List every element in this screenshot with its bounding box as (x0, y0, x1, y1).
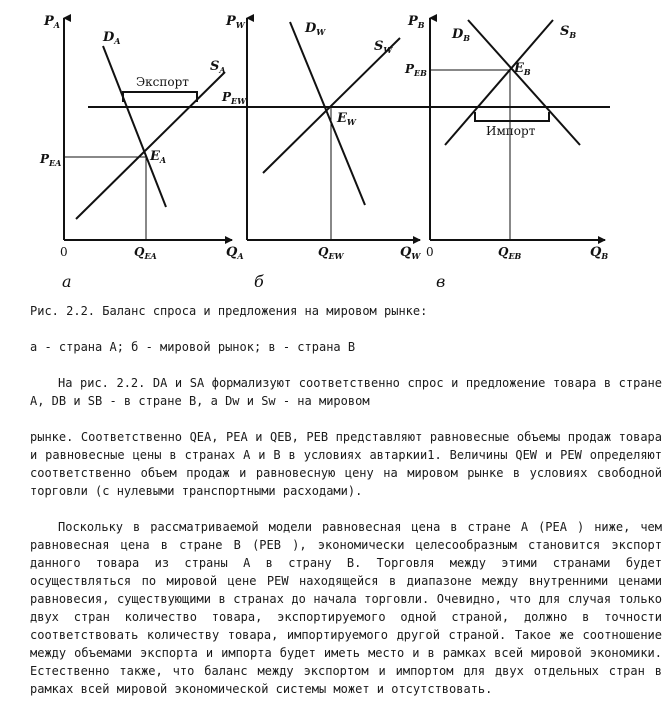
panel-c-import-bracket (475, 112, 549, 121)
panel-b-supply-label: $S_W$ (374, 39, 393, 55)
panel-b-price-axis-label: $P_W$ (226, 14, 245, 30)
panel-c-demand-label: $D_B$ (452, 27, 471, 43)
panel-c-letter: в (436, 272, 446, 291)
body-text (30, 302, 662, 698)
panel-c-import-label: Импорт (486, 124, 536, 138)
panel-a-eq-price-label: $P_{EA}$ (40, 152, 62, 168)
panel-b-eq-quantity-label: $Q_{EW}$ (318, 245, 344, 261)
panel-b-quantity-axis-label: $Q_W$ (400, 245, 421, 261)
panel-b-eq-price-label: $P_{EW}$ (222, 90, 247, 106)
panel-b-letter: б (254, 272, 264, 291)
panel-b-eq-point-label: $E_W$ (337, 111, 356, 127)
paragraph-1: На рис. 2.2. DA и SA формализуют соответственно спрос и предложение товара в стране А, DB и SB - в стране В, а Dw и Sw - на мировом (30, 376, 662, 408)
panel-c-quantity-axis-label: $Q_B$ (590, 245, 609, 261)
panel-a-demand-label: $D_A$ (103, 30, 121, 46)
panel-c-eq-quantity-label: $Q_{EB}$ (498, 245, 522, 261)
panel-a-letter: а (62, 272, 72, 291)
panel-a-supply-label: $S_A$ (210, 59, 226, 75)
paragraph-3: Поскольку в рассматриваемой модели равновесная цена в стране А (PEA ) ниже, чем равновесная цена в стране В (PEB ), экономически целесообразным становится экспорт данного товара из страны А в страну В. Торговля между этими странами будет осуществляться по мировой цене PEW находящейся в диапазоне между внутренними ценами равновесия, существующими в странах до начала торговли. Очевидно, что для случая только двух стран количество товара, экспортируемого одной страной, должно в точности соответствовать количеству товара, импортируемого другой страной. Такое же соотношение между объемами экспорта и импорта будет иметь место и в рамках всей мировой экономики. Естественно также, что баланс между экспортом и импортом для двух отдельных стран в рамках всей мировой экономической системы может и отсутствовать. (30, 520, 662, 696)
panel-c (404, 14, 608, 291)
panel-c-supply-label: $S_B$ (560, 24, 577, 40)
panel-b-demand-label: $D_W$ (305, 21, 326, 37)
paragraph-2: рынке. Соответственно QEA, PEA и QEB, PEB представляют равновесные объемы продаж товара и равновесные цены в странах А и В в условиях автаркии1. Величины QEW и PEW определяют соответственно объем продаж и равновесную цену на мировом рынке в условиях свободной торговли (с нулевыми транспортными расходами). (30, 430, 662, 498)
panel-a (39, 14, 244, 291)
panel-c-origin: 0 (426, 245, 434, 259)
panel-a-eq-quantity-label: $Q_{EA}$ (134, 245, 157, 261)
panel-a-export-label: Экспорт (136, 75, 189, 89)
panel-c-eq-price-label: $P_{EB}$ (405, 62, 427, 78)
panel-c-eq-point-label: $E_B$ (514, 61, 531, 77)
panel-b (221, 14, 421, 291)
figure-legend: а - страна А; б - мировой рынок; в - страна В (30, 340, 356, 354)
panel-a-eq-point-label: $E_A$ (150, 149, 167, 165)
panel-a-supply-curve (76, 72, 225, 219)
panel-a-origin: 0 (60, 245, 68, 259)
supply-demand-figure (0, 0, 672, 300)
panel-c-price-axis-label: $P_B$ (408, 14, 425, 30)
panel-b-demand-curve (290, 22, 365, 205)
panel-a-price-axis-label: $P_A$ (44, 14, 60, 30)
figure-caption: Рис. 2.2. Баланс спроса и предложения на мировом рынке: (30, 304, 428, 318)
panel-a-export-bracket (123, 92, 197, 102)
panel-a-quantity-axis-label: $Q_A$ (226, 245, 244, 261)
